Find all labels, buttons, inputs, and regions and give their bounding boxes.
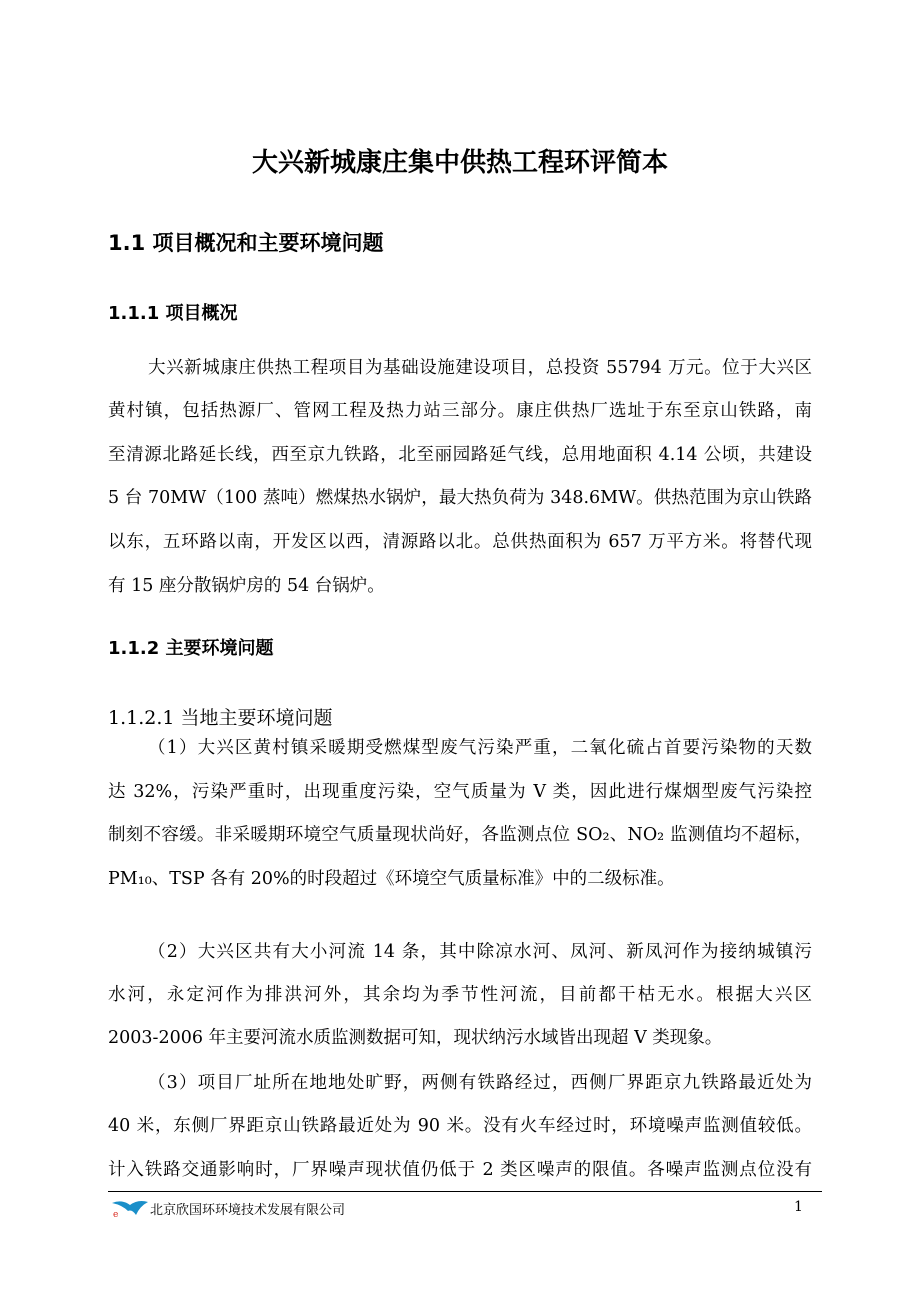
text-line: 达 32%，污染严重时，出现重度污染，空气质量为 V 类，因此进行煤烟型废气污染控 <box>108 782 812 802</box>
svg-text:e: e <box>113 1210 119 1219</box>
text-line: 以东，五环路以南，开发区以西，清源路以北。总供热面积为 657 万平方米。将替代现 <box>108 532 812 552</box>
text-line: 制刻不容缓。非采暖期环境空气质量现状尚好，各监测点位 SO₂、NO₂ 监测值均不超标， <box>108 825 812 845</box>
company-logo-icon <box>110 1197 150 1219</box>
text-line: 5 台 70MW（100 蒸吨）燃煤热水锅炉，最大热负荷为 348.6MW。供热范围为京山铁路 <box>108 488 812 508</box>
text-line: 水河，永定河作为排洪河外，其余均为季节性河流，目前都干枯无水。根据大兴区 <box>108 985 812 1005</box>
text-line: （1）大兴区黄村镇采暖期受燃煤型废气污染严重，二氧化硫占首要污染物的天数 <box>148 738 812 758</box>
text-line: PM₁₀、TSP 各有 20%的时段超过《环境空气质量标准》中的二级标准。 <box>108 869 675 889</box>
text-line: 计入铁路交通影响时，厂界噪声现状值仍低于 2 类区噪声的限值。各噪声监测点位没有 <box>108 1160 812 1180</box>
page-number: 1 <box>794 1199 803 1215</box>
text-line: 40 米，东侧厂界距京山铁路最近处为 90 米。没有火车经过时，环境噪声监测值较低。 <box>108 1116 812 1136</box>
text-line: 至清源北路延长线，西至京九铁路，北至丽园路延气线，总用地面积 4.14 公顷，共建设 <box>108 445 812 465</box>
section-heading-1-1: 1.1 项目概况和主要环境问题 <box>108 231 384 255</box>
text-line: （2）大兴区共有大小河流 14 条，其中除凉水河、凤河、新凤河作为接纳城镇污 <box>148 942 812 962</box>
text-line: 黄村镇，包括热源厂、管网工程及热力站三部分。康庄供热厂选址于东至京山铁路，南 <box>108 401 812 421</box>
text-line: （3）项目厂址所在地地处旷野，两侧有铁路经过，西侧厂界距京九铁路最近处为 <box>148 1073 812 1093</box>
section-heading-1-1-1: 1.1.1 项目概况 <box>108 303 238 324</box>
document-title: 大兴新城康庄集中供热工程环评简本 <box>251 148 668 178</box>
text-line: 2003-2006 年主要河流水质监测数据可知，现状纳污水域皆出现超 V 类现象。 <box>108 1028 723 1048</box>
footer-company-name: 北京欣国环环境技术发展有限公司 <box>150 1203 346 1218</box>
text-line: 有 15 座分散锅炉房的 54 台锅炉。 <box>108 576 385 596</box>
footer-divider <box>108 1191 822 1192</box>
text-line: 大兴新城康庄供热工程项目为基础设施建设项目，总投资 55794 万元。位于大兴区 <box>148 358 812 378</box>
section-heading-1-1-2-1: 1.1.2.1 当地主要环境问题 <box>108 707 333 729</box>
section-heading-1-1-2: 1.1.2 主要环境问题 <box>108 638 274 659</box>
